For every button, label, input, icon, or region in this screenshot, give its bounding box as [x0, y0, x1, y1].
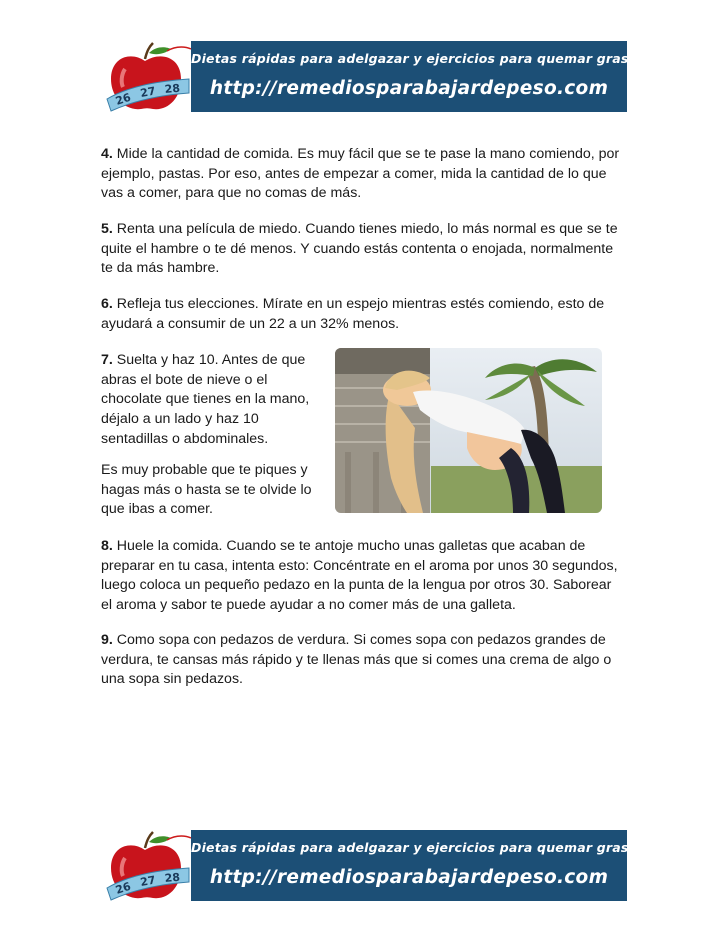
apple-logo: [101, 41, 191, 112]
tip-number: 4.: [101, 146, 113, 162]
tape-number: 26: [113, 879, 133, 897]
tip-8: [101, 537, 626, 616]
tip-7-continuation: [101, 461, 316, 520]
apple-logo: [101, 830, 191, 901]
tip-4: [101, 145, 626, 204]
tip-text: Renta una película de miedo. Cuando tienes miedo, lo más normal es que se te quite el hambre o te dé menos. Y cuando estás contenta o enojada, normalmente te da más hambre.: [101, 221, 618, 277]
header-banner: [101, 41, 638, 112]
tip-5: [101, 220, 626, 279]
header-url[interactable]: http://remediosparabajardepeso.com: [209, 78, 609, 99]
tip-text: Huele la comida. Cuando se te antoje mucho unas galletas que acaban de preparar en tu casa, intenta esto: Concéntrate en el aroma por unos 30 segundos, luego coloca un pequeño pedazo en la punta de la lengua por otros 30. Saborear el aroma y sabor te puede ayudar a no comer más de una galleta.: [101, 538, 618, 614]
tip-text: Como sopa con pedazos de verdura. Si comes sopa con pedazos grandes de verdura, te cansas más rápido y te llenas más que si comes una crema de algo o una sopa sin pedazos.: [101, 632, 612, 688]
tip-text: Suelta y haz 10. Antes de que abras el bote de nieve o el chocolate que tienes en la mano, déjalo a un lado y haz 10 sentadillas o abdominales.: [101, 352, 310, 447]
tape-number: 27: [139, 873, 157, 889]
tip-number: 5.: [101, 221, 113, 237]
tape-number: 27: [139, 84, 157, 100]
tip-text: Refleja tus elecciones. Mírate en un espejo mientras estés comiendo, esto de ayudará a consumir de un 22 a un 32% menos.: [101, 296, 605, 332]
tip-text: Es muy probable que te piques y hagas más o hasta se te olvide lo que ibas a comer.: [101, 462, 312, 518]
header-title-panel: [191, 41, 638, 112]
footer-banner: [101, 830, 638, 901]
tip-text: Mide la cantidad de comida. Es muy fácil que se te pase la mano comiendo, por ejemplo, pastas. Por eso, antes de empezar a comer, mida la cantidad de lo que vas a comer, para que no comas de más.: [101, 146, 620, 202]
tape-number: 28: [164, 81, 181, 96]
footer-url[interactable]: http://remediosparabajardepeso.com: [209, 867, 609, 888]
tape-number: 28: [164, 870, 181, 885]
tip-9: [101, 631, 626, 690]
tape-number: 26: [113, 90, 133, 108]
tip-number: 6.: [101, 296, 113, 312]
exercise-photo: [335, 348, 602, 513]
tip-6: [101, 295, 626, 334]
footer-tagline: Dietas rápidas para adelgazar y ejercicios para quemar grasa: [191, 840, 638, 855]
tip-7: [101, 351, 316, 450]
header-tagline: Dietas rápidas para adelgazar y ejercicios para quemar grasa: [191, 51, 638, 66]
tip-number: 7.: [101, 352, 113, 368]
footer-title-panel: [191, 830, 638, 901]
tip-number: 9.: [101, 632, 113, 648]
tip-number: 8.: [101, 538, 113, 554]
